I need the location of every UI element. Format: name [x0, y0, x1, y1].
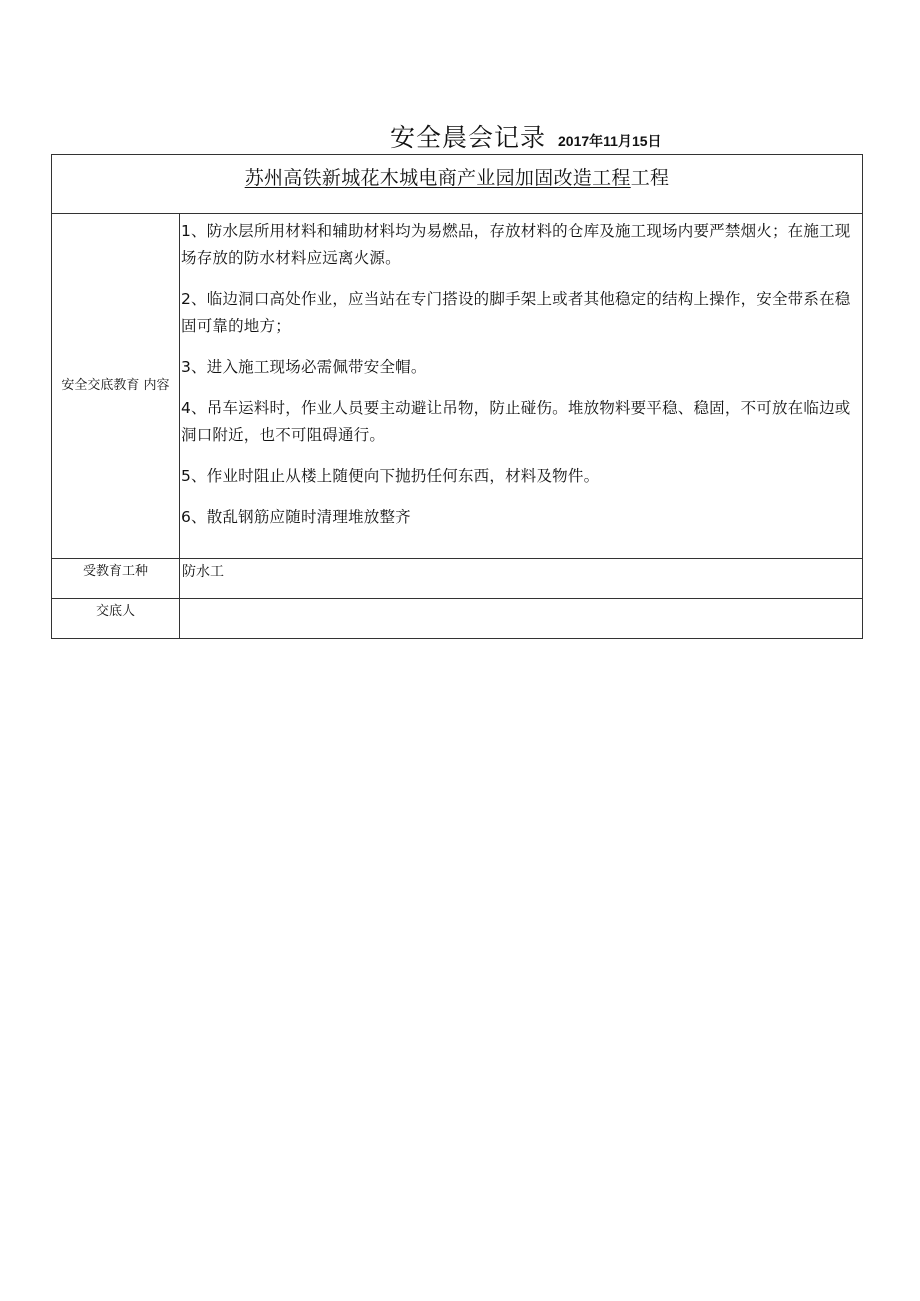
safety-item-3: 3、进入施工现场必需佩带安全帽。: [181, 358, 427, 376]
safety-item-1: 1、防水层所用材料和辅助材料均为易燃品，存放材料的仓库及施工现场内要严禁烟火；在施工现场存放的防水材料应远离火源。: [181, 222, 851, 267]
briefer-label: 交底人: [52, 599, 180, 639]
content-row: [52, 214, 863, 559]
project-cell: [52, 155, 863, 214]
briefer-value: [180, 599, 863, 639]
project-row: [52, 155, 863, 214]
project-name-underlined: 苏州高铁新城花木城电商产业园加固改造工程: [244, 167, 631, 189]
safety-item-5: 5、作业时阻止从楼上随便向下抛扔任何东西，材料及物件。: [181, 467, 600, 485]
trade-label: 受教育工种: [52, 559, 180, 599]
document-date: 2017年11月15日: [558, 133, 662, 149]
safety-item-6: 6、散乱钢筋应随时清理堆放整齐: [181, 508, 411, 526]
project-name-suffix: 工程: [630, 167, 670, 189]
trade-row: [52, 559, 863, 599]
content-label: 安全交底教育 内容: [52, 214, 180, 559]
safety-item-2: 2、临边洞口高处作业，应当站在专门搭设的脚手架上或者其他稳定的结构上操作，安全带系在稳固可靠的地方；: [181, 290, 851, 335]
project-name: [245, 163, 670, 190]
document-title: 安全晨会记录: [390, 123, 547, 152]
trade-value: 防水工: [180, 559, 863, 599]
title-row: [390, 118, 662, 154]
safety-record-table: [51, 154, 863, 639]
content-cell: [180, 214, 863, 559]
safety-item-4: 4、吊车运料时，作业人员要主动避让吊物，防止碰伤。堆放物料要平稳、稳固，不可放在临边或洞口附近，也不可阻碍通行。: [181, 399, 851, 444]
briefer-row: [52, 599, 863, 639]
